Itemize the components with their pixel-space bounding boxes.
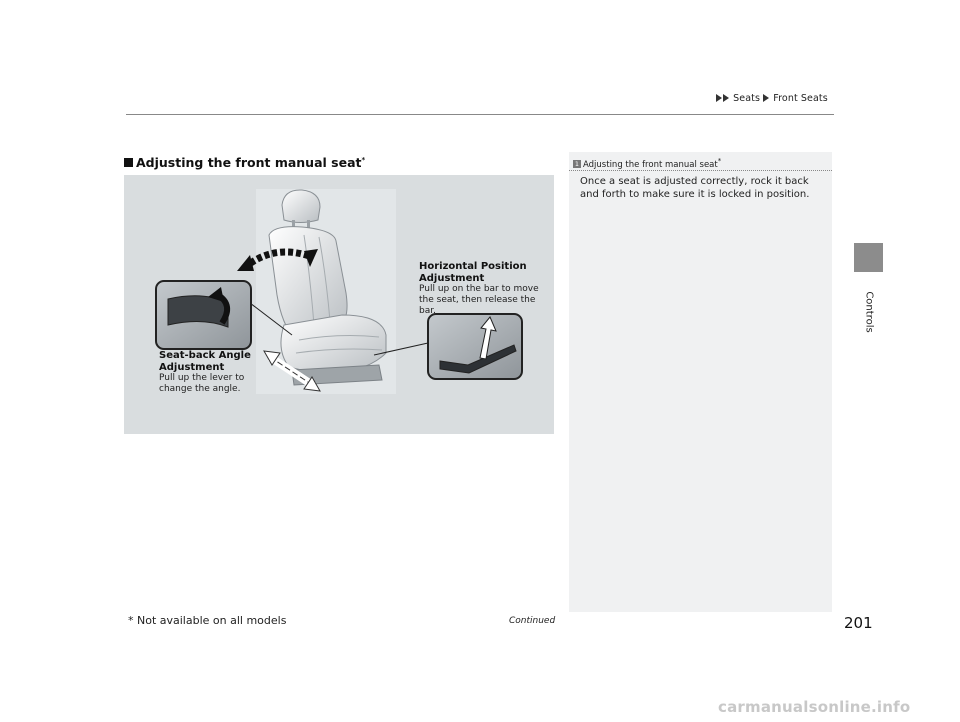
watermark[interactable]: carmanualsonline.info — [718, 698, 911, 716]
breadcrumb — [716, 93, 828, 104]
note-title-text: Adjusting the front manual seat — [583, 159, 718, 170]
headrest-shape — [282, 190, 320, 223]
chapter-tab-label[interactable] — [849, 280, 889, 344]
section-square-icon — [124, 158, 133, 167]
horizontal-adjustment-label — [419, 261, 554, 317]
breadcrumb-arrow-icon — [763, 94, 769, 102]
note-asterisk: * — [717, 157, 722, 165]
page-number: 201 — [844, 614, 873, 632]
section-asterisk: * — [361, 155, 366, 164]
section-heading — [124, 155, 365, 170]
horizontal-adjustment-text: Pull up on the bar to move the seat, then release the bar. — [419, 284, 539, 316]
section-title: Adjusting the front manual seat — [136, 155, 362, 170]
breadcrumb-item-front-seats[interactable]: Front Seats — [773, 93, 828, 104]
breadcrumb-arrow-icon — [716, 94, 722, 102]
note-panel — [569, 152, 832, 612]
seatback-adjustment-text: Pull up the lever to change the angle. — [159, 373, 245, 394]
note-title — [573, 157, 721, 170]
seatback-adjustment-title: Seat-back Angle Adjustment — [159, 350, 251, 373]
breadcrumb-arrow-icon — [723, 94, 729, 102]
header-divider — [126, 114, 834, 115]
continued-label: Continued — [509, 616, 556, 626]
note-body: Once a seat is adjusted correctly, rock it back and forth to make sure it is locked in position. — [580, 176, 810, 200]
chapter-tab-text: Controls — [863, 291, 875, 333]
note-divider — [569, 170, 832, 171]
horizontal-adjustment-title: Horizontal Position Adjustment — [419, 261, 527, 284]
recline-arrow-head-left — [237, 255, 254, 271]
footnote: * Not available on all models — [128, 614, 287, 627]
seatback-adjustment-label — [159, 350, 259, 395]
breadcrumb-item-seats[interactable]: Seats — [733, 93, 760, 104]
seat-illustration — [124, 175, 554, 434]
chapter-tab-marker[interactable] — [854, 243, 883, 272]
note-ref-icon: 1 — [574, 159, 580, 168]
cushion-shape — [281, 315, 386, 373]
